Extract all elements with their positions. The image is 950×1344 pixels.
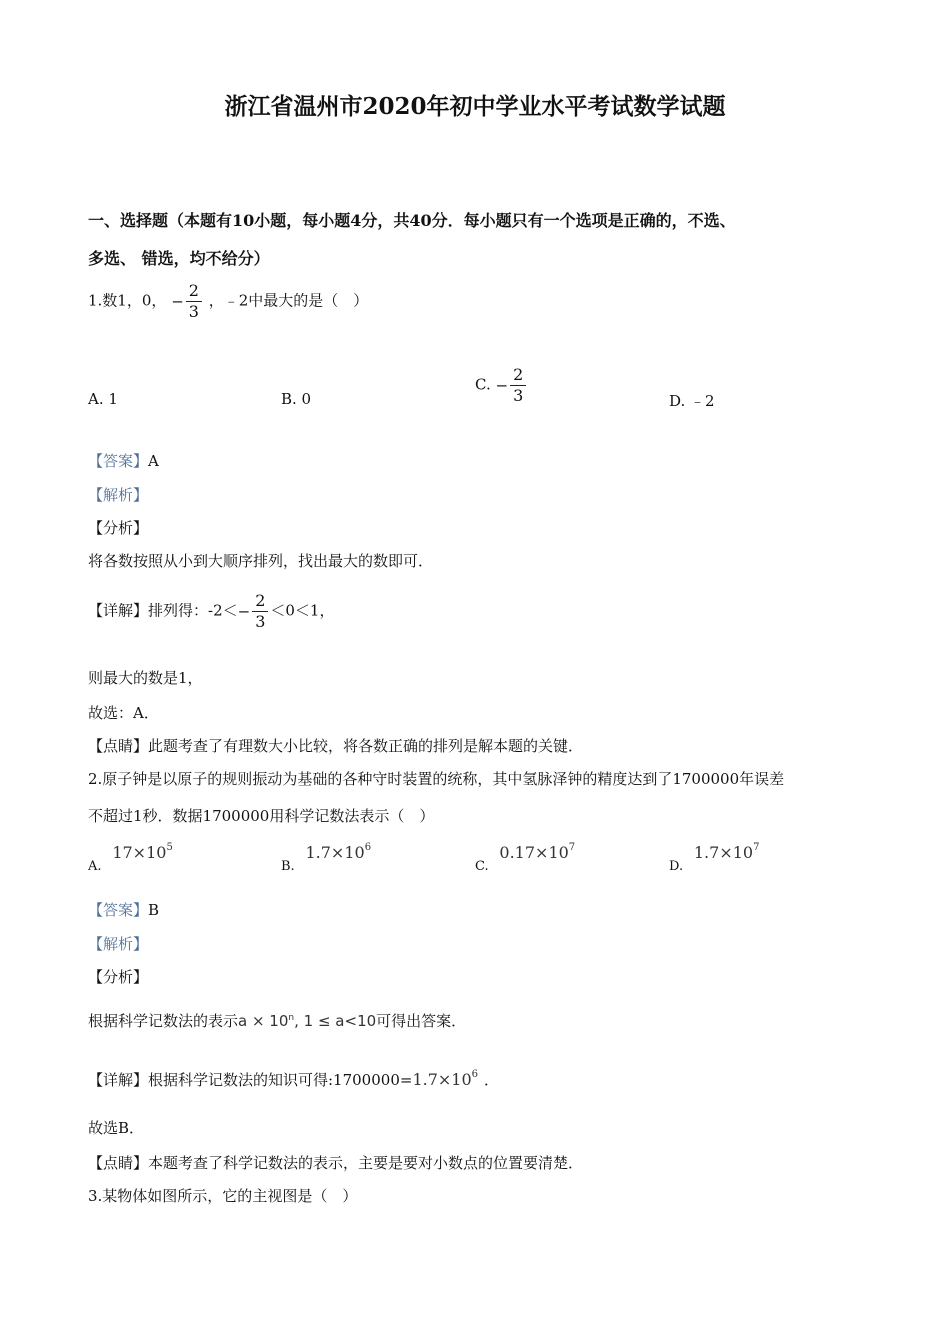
answer-value: B [148, 901, 160, 919]
section-heading-line1: 一、选择题（本题有10小题，每小题4分，共40分．每小题只有一个选项是正确的，不选、 [88, 211, 736, 230]
fraction-numerator: 2 [252, 593, 268, 612]
fraction-numerator: 2 [186, 283, 202, 302]
q1-option-c [475, 367, 528, 404]
q2-choose: 故选B． [88, 1119, 145, 1137]
fraction-denominator: 3 [255, 612, 266, 631]
q2-option-b [281, 842, 372, 874]
sci-base: 1.7×10 [412, 1070, 472, 1089]
q1-fenxi-text: 将各数按照从小到大顺序排列，找出最大的数即可． [88, 552, 434, 570]
fraction-denominator: 3 [188, 302, 199, 321]
q1-option-b: B. 0 [281, 390, 312, 408]
answer-tag: 【答案】 [88, 452, 149, 470]
q1-stem-prefix: 1.数1，0， [88, 291, 167, 310]
formula-a-times-ten: a × 10 [238, 1012, 289, 1030]
q1-detail-suffix: ＜0＜1， [270, 601, 335, 620]
q1-stem-minus: − [171, 292, 184, 311]
q1-stem-fraction [186, 283, 202, 320]
sci-value [499, 843, 575, 862]
q2-fenxi-text [88, 1010, 466, 1031]
q2-stem-line2: 不超过1秒．数据1700000用科学记数法表示（ ） [88, 807, 435, 825]
option-label: D. [669, 859, 684, 874]
answer-tag: 【答案】 [88, 901, 149, 919]
sci-exponent: 7 [753, 842, 760, 853]
sci-base: 0.17×10 [499, 843, 569, 862]
sci-exponent: 6 [364, 842, 372, 853]
q2-option-c [475, 842, 576, 874]
q2-comment: 【点睛】本题考查了科学记数法的表示，主要是要对小数点的位置要清楚． [88, 1154, 584, 1172]
q2-analysis-tag: 【解析】 [88, 935, 149, 953]
q1-option-c-fraction [510, 367, 526, 404]
sci-exponent: 5 [166, 842, 173, 853]
sci-exponent: 7 [568, 842, 576, 853]
sci-base: 17×10 [112, 843, 167, 862]
q2-fenxi-suffix: 可得出答案． [376, 1012, 467, 1030]
q1-answer [88, 450, 159, 471]
q1-comment: 【点睛】此题考查了有理数大小比较，将各数正确的排列是解本题的关键． [88, 737, 584, 755]
q2-stem-line1: 2.原子钟是以原子的规则振动为基础的各种守时装置的统称，其中氢脉泽钟的精度达到了1700000年误差 [88, 770, 785, 788]
fraction-denominator: 3 [513, 386, 524, 405]
q1-detail-fraction [252, 593, 268, 630]
sci-value [112, 843, 173, 862]
q3-stem: 3.某物体如图所示，它的主视图是（ ） [88, 1187, 358, 1205]
answer-value: A [148, 452, 159, 470]
q1-option-c-label: C. [475, 375, 491, 394]
q1-stem-suffix: ，﹣2中最大的是（ ） [208, 291, 369, 310]
q2-answer [88, 899, 159, 920]
q1-fenxi-tag: 【分析】 [88, 519, 149, 537]
q1-line-max: 则最大的数是1， [88, 669, 203, 687]
option-label: C. [475, 859, 489, 874]
formula-range: , 1 ≤ a<10 [294, 1012, 377, 1030]
q2-fenxi-tag: 【分析】 [88, 968, 149, 986]
q2-fenxi-prefix: 根据科学记数法的表示 [88, 1012, 239, 1030]
sci-base: 1.7×10 [305, 843, 365, 862]
section-heading-line2: 多选、 错选，均不给分） [88, 249, 270, 268]
sci-value [412, 1070, 478, 1089]
formula-exponent-n: n [288, 1013, 295, 1023]
page-title: 浙江省温州市2020年初中学业水平考试数学试题 [224, 93, 726, 120]
fraction-numerator: 2 [510, 367, 526, 386]
q1-option-a: A. 1 [88, 390, 118, 408]
q2-detail-prefix: 【详解】根据科学记数法的知识可得:1700000= [88, 1071, 413, 1089]
q1-stem [88, 283, 368, 320]
option-label: A. [88, 859, 102, 874]
sci-exponent: 6 [471, 1069, 479, 1080]
q1-option-c-minus: − [495, 376, 509, 395]
q2-detail-suffix: ． [484, 1071, 500, 1089]
q2-fenxi-formula [238, 1012, 376, 1030]
q1-analysis-tag: 【解析】 [88, 486, 149, 504]
q1-detail-prefix: 【详解】排列得：-2＜ [88, 601, 238, 620]
sci-value [694, 843, 760, 862]
q1-detail-minus: − [237, 602, 251, 621]
q1-choose: 故选：A． [88, 704, 159, 722]
q1-option-d: D. ﹣2 [669, 392, 715, 410]
q1-detail [88, 593, 334, 630]
q2-option-d [669, 842, 760, 874]
q2-option-a [88, 842, 173, 874]
q2-detail [88, 1069, 499, 1090]
option-label: B. [281, 859, 295, 874]
sci-value [305, 843, 371, 862]
sci-base: 1.7×10 [693, 843, 754, 862]
